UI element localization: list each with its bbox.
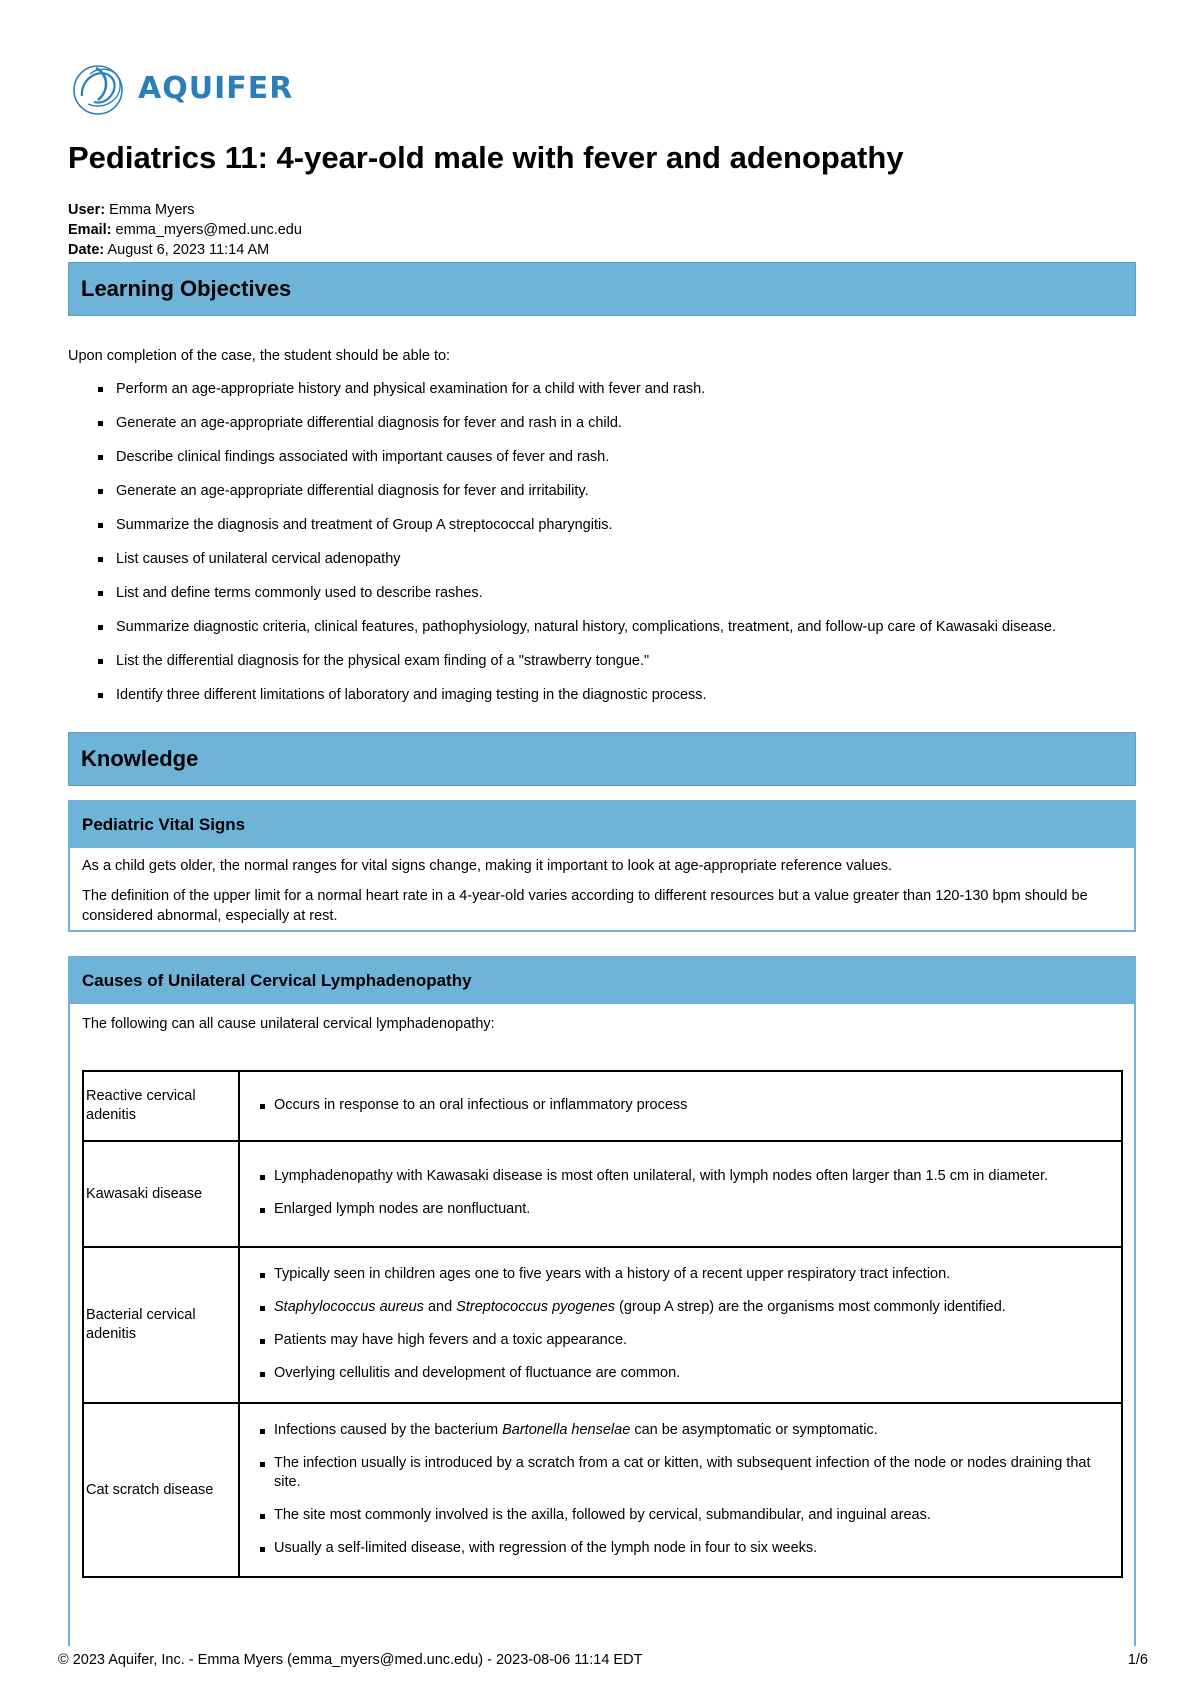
organism-name: Bartonella henselae — [502, 1421, 631, 1438]
cause-details — [239, 1141, 1122, 1247]
vital-signs-paragraph: The definition of the upper limit for a normal heart rate in a 4-year-old varies according to different resources but a value greater than 120-130 bpm should be considered abnormal, especially at rest. — [82, 888, 1088, 924]
bullet-icon — [98, 625, 103, 630]
bullet-icon — [260, 1547, 265, 1552]
objectives-intro: Upon completion of the case, the student should be able to: — [68, 348, 451, 364]
objective-item: List causes of unilateral cervical adenopathy — [68, 550, 1118, 569]
vital-signs-paragraph: As a child gets older, the normal ranges for vital signs change, making it important to look at age-appropriate reference values. — [82, 858, 893, 874]
bullet-icon — [98, 421, 103, 426]
bullet-icon — [98, 523, 103, 528]
report-date: August 6, 2023 11:14 AM — [107, 242, 270, 258]
lymphadenopathy-heading: Causes of Unilateral Cervical Lymphadenopathy — [70, 958, 1134, 1004]
detail-item: Infections caused by the bacterium Bartonella henselae can be asymptomatic or symptomatic. — [254, 1421, 1107, 1440]
bullet-icon — [260, 1429, 265, 1434]
table-row — [83, 1247, 1122, 1403]
cause-details — [239, 1071, 1122, 1141]
date-label: Date: — [68, 242, 105, 258]
page-number: 1/6 — [1127, 1652, 1148, 1668]
objective-item: Generate an age-appropriate differential diagnosis for fever and irritability. — [68, 482, 1118, 501]
user-label: User: — [68, 202, 106, 218]
detail-item: Lymphadenopathy with Kawasaki disease is most often unilateral, with lymph nodes often larger than 1.5 cm in diameter. — [254, 1167, 1107, 1186]
lymphadenopathy-table — [82, 1070, 1123, 1578]
detail-item: Overlying cellulitis and development of fluctuance are common. — [254, 1364, 1107, 1383]
table-row — [83, 1071, 1122, 1141]
objective-item: Identify three different limitations of laboratory and imaging testing in the diagnostic process. — [68, 686, 1118, 705]
bullet-icon — [260, 1175, 265, 1180]
bullet-icon — [260, 1208, 265, 1213]
user-email: emma_myers@med.unc.edu — [115, 222, 302, 238]
logo-text: AQUIFER — [138, 70, 294, 106]
detail-item: Staphylococcus aureus and Streptococcus pyogenes (group A strep) are the organisms most commonly identified. — [254, 1298, 1107, 1317]
detail-item: Occurs in response to an oral infectious or inflammatory process — [254, 1096, 1107, 1115]
user-name: Emma Myers — [109, 202, 195, 218]
lymphadenopathy-intro: The following can all cause unilateral cervical lymphadenopathy: — [82, 1016, 495, 1032]
detail-item: Usually a self-limited disease, with regression of the lymph node in four to six weeks. — [254, 1539, 1107, 1558]
bullet-icon — [260, 1339, 265, 1344]
table-row — [83, 1403, 1122, 1577]
bullet-icon — [98, 693, 103, 698]
cause-name: Cat scratch disease — [83, 1403, 239, 1577]
objective-item: Summarize diagnostic criteria, clinical features, pathophysiology, natural history, complications, treatment, and follow-up care of Kawasaki disease. — [68, 618, 1118, 637]
objectives-list — [68, 380, 1118, 720]
bullet-icon — [98, 489, 103, 494]
cause-details — [239, 1247, 1122, 1403]
learning-objectives-heading: Learning Objectives — [68, 262, 1136, 316]
bullet-icon — [98, 455, 103, 460]
detail-item: The site most commonly involved is the axilla, followed by cervical, submandibular, and inguinal areas. — [254, 1506, 1107, 1525]
detail-item: Enlarged lymph nodes are nonfluctuant. — [254, 1200, 1107, 1219]
table-row — [83, 1141, 1122, 1247]
bullet-icon — [98, 557, 103, 562]
objective-item: Summarize the diagnosis and treatment of Group A streptococcal pharyngitis. — [68, 516, 1118, 535]
bullet-icon — [260, 1514, 265, 1519]
detail-item: The infection usually is introduced by a scratch from a cat or kitten, with subsequent infection of the node or nodes draining that site. — [254, 1454, 1107, 1492]
detail-item: Typically seen in children ages one to five years with a history of a recent upper respiratory tract infection. — [254, 1265, 1107, 1284]
objective-item: Perform an age-appropriate history and physical examination for a child with fever and rash. — [68, 380, 1118, 399]
footer-copyright: © 2023 Aquifer, Inc. - Emma Myers (emma_myers@med.unc.edu) - 2023-08-06 11:14 EDT — [58, 1652, 643, 1668]
page-title: Pediatrics 11: 4-year-old male with fever and adenopathy — [68, 140, 904, 175]
bullet-icon — [98, 591, 103, 596]
bullet-icon — [260, 1372, 265, 1377]
vital-signs-heading: Pediatric Vital Signs — [70, 802, 1134, 848]
email-label: Email: — [68, 222, 112, 238]
objective-item: List and define terms commonly used to describe rashes. — [68, 584, 1118, 603]
objective-item: List the differential diagnosis for the physical exam finding of a "strawberry tongue." — [68, 652, 1118, 671]
bullet-icon — [98, 659, 103, 664]
objective-item: Describe clinical findings associated with important causes of fever and rash. — [68, 448, 1118, 467]
cause-details — [239, 1403, 1122, 1577]
user-meta — [68, 200, 302, 260]
organism-name: Staphylococcus aureus — [274, 1299, 424, 1315]
objective-item: Generate an age-appropriate differential diagnosis for fever and rash in a child. — [68, 414, 1118, 433]
bullet-icon — [260, 1306, 265, 1311]
knowledge-heading: Knowledge — [68, 732, 1136, 786]
cause-name: Reactive cervical adenitis — [83, 1071, 239, 1141]
detail-item: Patients may have high fevers and a toxic appearance. — [254, 1331, 1107, 1350]
vital-signs-card — [68, 800, 1136, 932]
organism-name: Streptococcus pyogenes — [456, 1299, 615, 1315]
bullet-icon — [98, 387, 103, 392]
cause-name: Bacterial cervical adenitis — [83, 1247, 239, 1403]
aquifer-logo-icon — [68, 56, 132, 120]
bullet-icon — [260, 1104, 265, 1109]
bullet-icon — [260, 1273, 265, 1278]
aquifer-logo — [68, 56, 293, 120]
cause-name: Kawasaki disease — [83, 1141, 239, 1247]
page-footer — [58, 1652, 1148, 1668]
bullet-icon — [260, 1462, 265, 1467]
